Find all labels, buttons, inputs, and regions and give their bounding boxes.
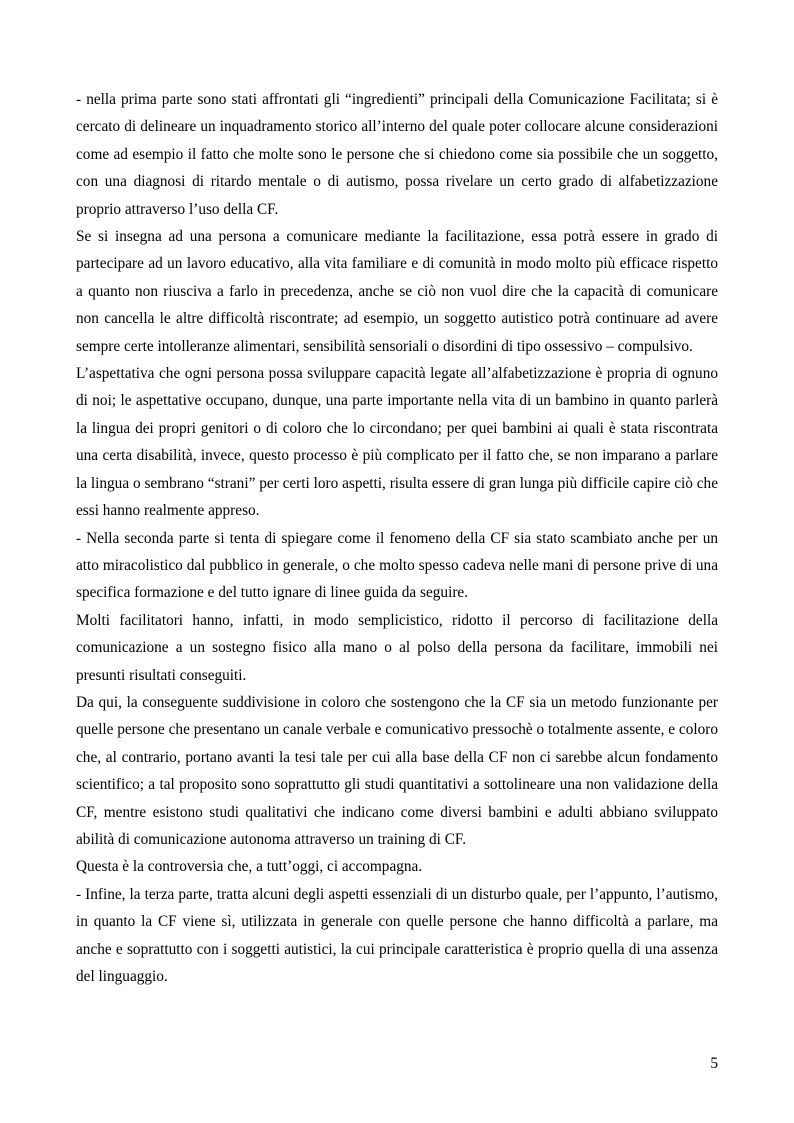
- paragraph-first-part: - nella prima parte sono stati affrontati gli “ingredienti” principali della Comunicazione Facilitata; si è cercato di delineare un inquadramento storico all’interno del quale poter collocare alcune considerazioni come ad esempio il fatto che molte sono le persone che si chiedono come sia possibile che un soggetto, con una diagnosi di ritardo mentale o di autismo, possa rivelare un certo grado di alfabetizzazione proprio attraverso l’uso della CF.: [76, 91, 718, 218]
- page-number: 5: [710, 1055, 718, 1072]
- paragraph-facilitators: Molti facilitatori hanno, infatti, in modo semplicistico, ridotto il percorso di facilitazione della comunicazione a un sostegno fisico alla mano o al polso della persona da facilitare, immobili nei presunti risultati conseguiti.: [76, 611, 718, 684]
- paragraph-third-part: - Infine, la terza parte, tratta alcuni degli aspetti essenziali di un disturbo quale, per l’appunto, l’autismo, in quanto la CF viene sì, utilizzata in generale con quelle persone che hanno difficoltà a parlare, ma anche e soprattutto con i soggetti autistici, la cui principale caratteristica è proprio quella di una assenza del linguaggio.: [76, 885, 718, 985]
- page-body: [76, 86, 718, 990]
- paragraph-controversy: Questa è la controversia che, a tutt’oggi, ci accompagna.: [76, 858, 423, 876]
- paragraph-second-part: - Nella seconda parte si tenta di spiegare come il fenomeno della CF sia stato scambiato anche per un atto miracolistico dal pubblico in generale, o che molto spesso cadeva nelle mani di persone prive di una specifica formazione e del tutto ignare di linee guida da seguire.: [76, 529, 718, 602]
- paragraph-expectations: L’aspettativa che ogni persona possa sviluppare capacità legate all’alfabetizzazione è propria di ognuno di noi; le aspettative occupano, dunque, una parte importante nella vita di un bambino in quanto parlerà la lingua dei propri genitori o di coloro che lo circondano; per quei bambini ai quali è stata riscontrata una certa disabilità, invece, questo processo è più complicato per il fatto che, se non imparano a parlare la lingua o sembrano “strani” per certi loro aspetti, risulta essere di gran lunga più difficile capire ciò che essi hanno realmente appreso.: [76, 365, 718, 520]
- paragraph-division: Da qui, la conseguente suddivisione in coloro che sostengono che la CF sia un metodo funzionante per quelle persone che presentano un canale verbale e comunicativo pressochè o totalmente assente, e coloro che, al contrario, portano avanti la tesi tale per cui alla base della CF non ci sarebbe alcun fondamento scientifico; a tal proposito sono soprattutto gli studi quantitativi a sottolineare una non validazione della CF, mentre esistono studi qualitativi che indicano come diversi bambini e adulti abbiano sviluppato abilità di comunicazione autonoma attraverso un training di CF.: [76, 693, 718, 848]
- paragraph-facilitation: Se si insegna ad una persona a comunicare mediante la facilitazione, essa potrà essere in grado di partecipare ad un lavoro educativo, alla vita familiare e di comunità in modo molto più efficace rispetto a quanto non riusciva a farlo in precedenza, anche se ciò non vuol dire che la capacità di comunicare non cancella le altre difficoltà riscontrate; ad esempio, un soggetto autistico potrà continuare ad avere sempre certe intolleranze alimentari, sensibilità sensoriali o disordini di tipo ossessivo – compulsivo.: [76, 228, 718, 355]
